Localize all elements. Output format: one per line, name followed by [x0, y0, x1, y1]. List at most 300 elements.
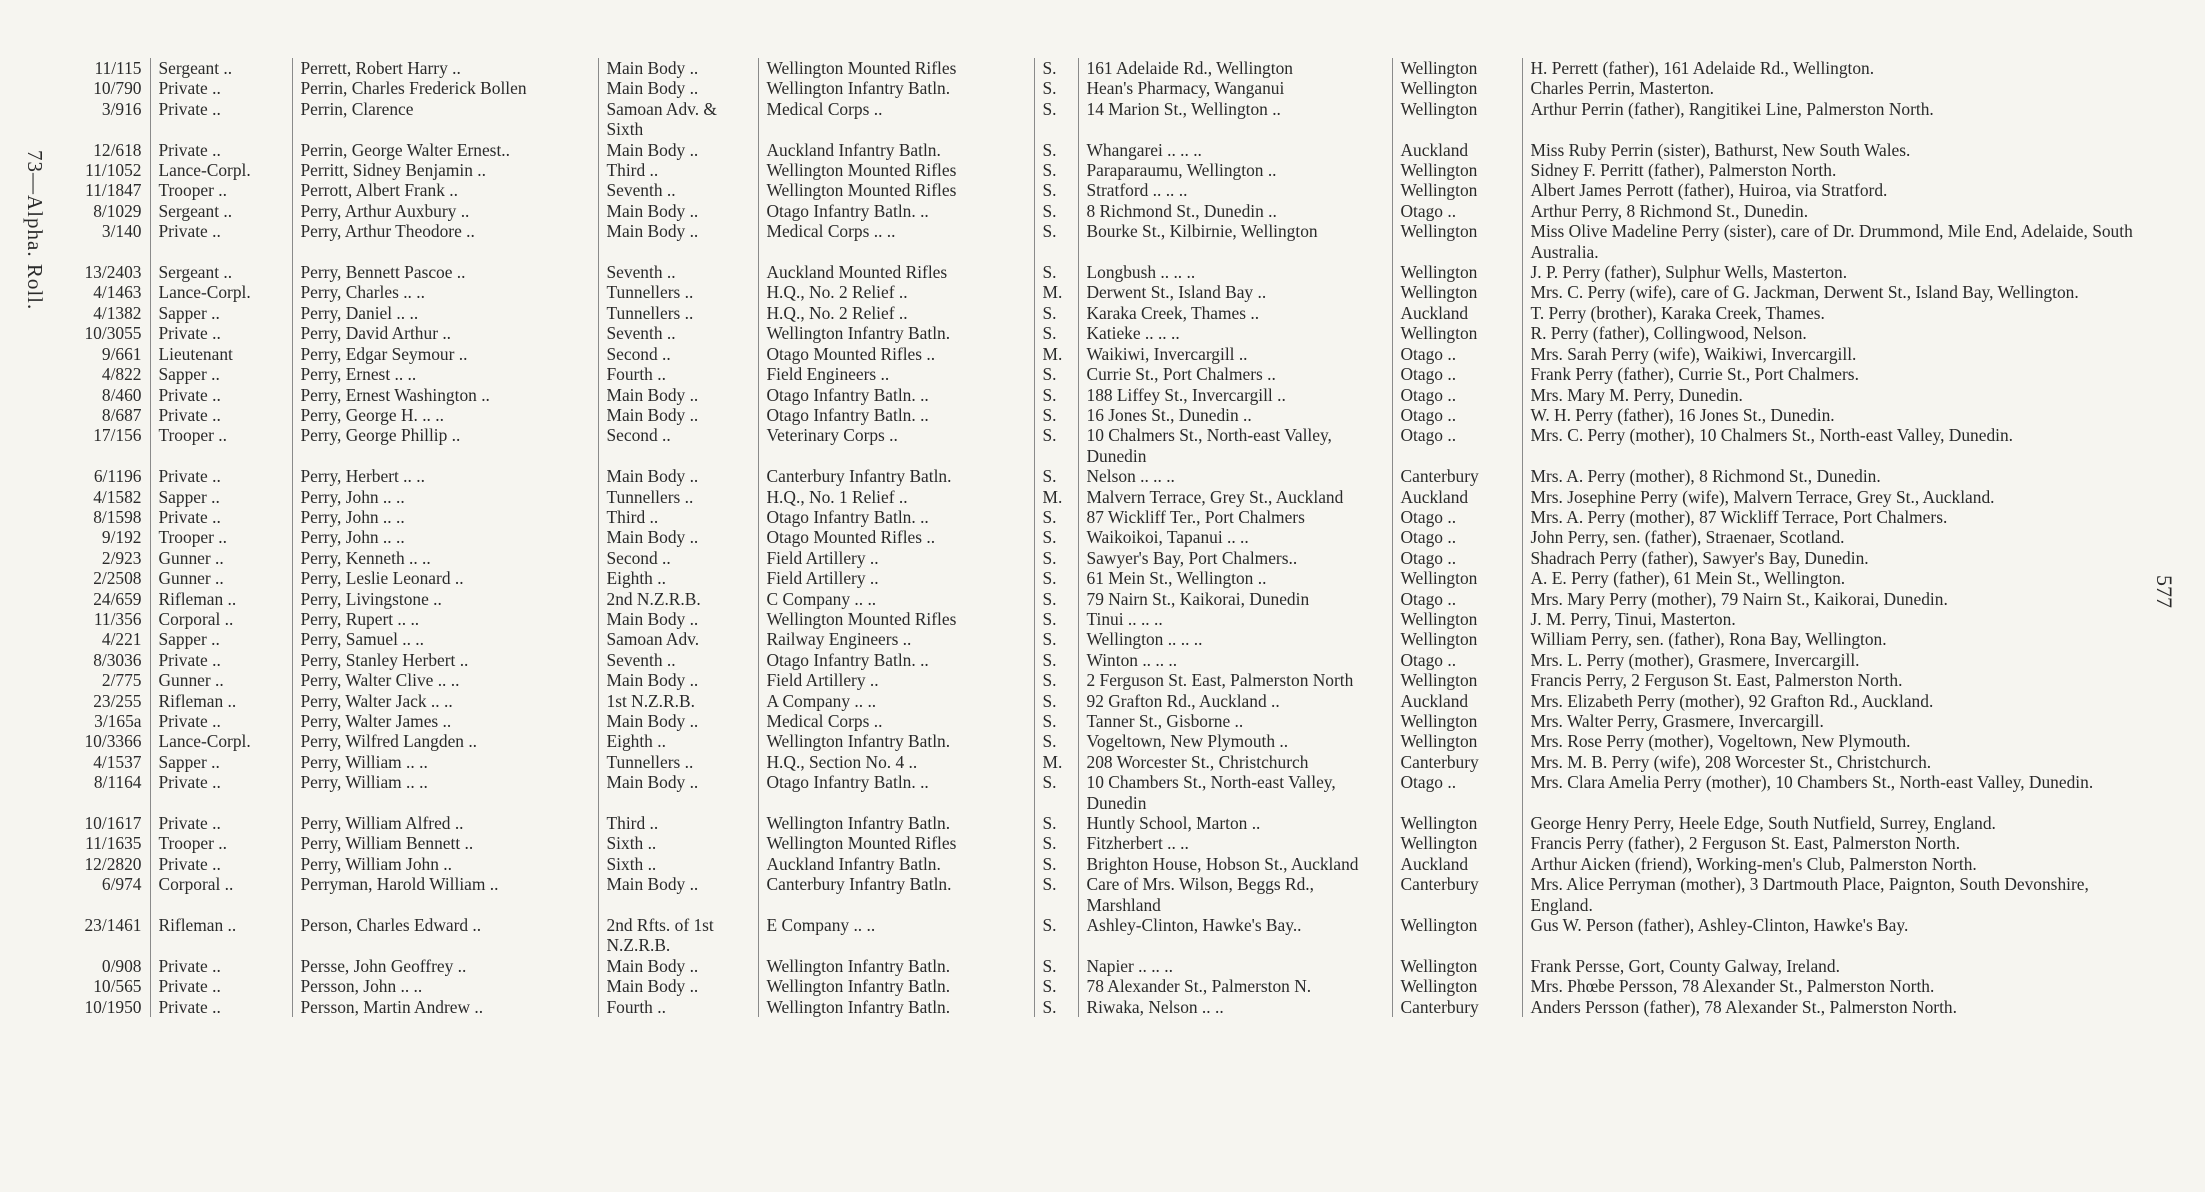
next-of-kin: Charles Perrin, Masterton.	[1522, 78, 2145, 98]
last-address: Whangarei .. .. ..	[1078, 140, 1392, 160]
table-row	[55, 99, 2145, 140]
table-row	[55, 691, 2145, 711]
regimental-number: 3/165a	[94, 711, 142, 731]
marital-status: S.	[1034, 772, 1078, 813]
unit: Field Artillery ..	[758, 568, 1034, 588]
draft: 2nd N.Z.R.B.	[598, 589, 758, 609]
soldier-name: Perry, Livingstone ..	[292, 589, 598, 609]
last-address: Malvern Terrace, Grey St., Auckland	[1078, 487, 1392, 507]
last-address: 10 Chambers St., North-east Valley, Dunedin	[1078, 772, 1392, 813]
draft: Main Body ..	[598, 976, 758, 996]
draft: Main Body ..	[598, 609, 758, 629]
regimental-number: 10/790	[93, 78, 142, 99]
unit: Medical Corps ..	[758, 711, 1034, 731]
last-address: Care of Mrs. Wilson, Beggs Rd., Marshland	[1078, 874, 1392, 915]
marital-status: S.	[1034, 201, 1078, 221]
next-of-kin: Mrs. A. Perry (mother), 87 Wickliff Terrace, Port Chalmers.	[1522, 507, 2145, 527]
marital-status: S.	[1034, 323, 1078, 343]
rank: Private ..	[150, 711, 292, 731]
rank: Gunner ..	[150, 670, 292, 690]
district: Wellington	[1392, 976, 1522, 996]
next-of-kin: Mrs. Walter Perry, Grasmere, Invercargill.	[1522, 711, 2145, 731]
draft: Fourth ..	[598, 364, 758, 384]
marital-status: S.	[1034, 221, 1078, 262]
table-row	[55, 711, 2145, 731]
regimental-number: 24/659	[93, 588, 142, 609]
next-of-kin: Mrs. C. Perry (mother), 10 Chalmers St., North-east Valley, Dunedin.	[1522, 425, 2145, 466]
last-address: 16 Jones St., Dunedin ..	[1078, 405, 1392, 425]
next-of-kin: Shadrach Perry (father), Sawyer's Bay, Dunedin.	[1522, 548, 2145, 568]
next-of-kin: Mrs. Phœbe Persson, 78 Alexander St., Palmerston North.	[1522, 976, 2145, 996]
draft: Seventh ..	[598, 180, 758, 200]
draft: Seventh ..	[598, 650, 758, 670]
last-address: Wellington .. .. ..	[1078, 629, 1392, 649]
table-row	[55, 650, 2145, 670]
district: Canterbury	[1392, 997, 1522, 1017]
table-row	[55, 323, 2145, 343]
marital-status: S.	[1034, 711, 1078, 731]
marital-status: S.	[1034, 78, 1078, 98]
side-label: 73—Alpha. Roll.	[23, 150, 47, 311]
next-of-kin: Mrs. Rose Perry (mother), Vogeltown, New Plymouth.	[1522, 731, 2145, 751]
regimental-number: 10/3055	[84, 323, 142, 344]
regimental-number: 23/255	[93, 690, 142, 711]
last-address: 10 Chalmers St., North-east Valley, Dunedin	[1078, 425, 1392, 466]
unit: E Company .. ..	[758, 915, 1034, 956]
unit: Canterbury Infantry Batln.	[758, 466, 1034, 486]
draft: Eighth ..	[598, 568, 758, 588]
rank: Private ..	[150, 385, 292, 405]
last-address: Tinui .. .. ..	[1078, 609, 1392, 629]
next-of-kin: J. P. Perry (father), Sulphur Wells, Masterton.	[1522, 262, 2145, 282]
roll-body	[55, 58, 2145, 1017]
table-row	[55, 609, 2145, 629]
table-row	[55, 180, 2145, 200]
marital-status: S.	[1034, 385, 1078, 405]
marital-status: M.	[1034, 487, 1078, 507]
soldier-name: Perry, Rupert .. ..	[292, 609, 598, 629]
district: Otago ..	[1392, 201, 1522, 221]
soldier-name: Persson, Martin Andrew ..	[292, 997, 598, 1017]
rank: Gunner ..	[150, 568, 292, 588]
soldier-name: Perrin, Clarence	[292, 99, 598, 140]
regimental-number: 4/1537	[93, 751, 142, 772]
soldier-name: Perry, John .. ..	[292, 527, 598, 547]
last-address: Katieke .. .. ..	[1078, 323, 1392, 343]
unit: H.Q., Section No. 4 ..	[758, 752, 1034, 772]
draft: Samoan Adv.	[598, 629, 758, 649]
table-row	[55, 221, 2145, 262]
marital-status: S.	[1034, 854, 1078, 874]
district: Otago ..	[1392, 548, 1522, 568]
draft: Main Body ..	[598, 527, 758, 547]
soldier-name: Perry, William .. ..	[292, 772, 598, 813]
last-address: Huntly School, Marton ..	[1078, 813, 1392, 833]
regimental-number: 10/1617	[84, 813, 142, 834]
last-address: Currie St., Port Chalmers ..	[1078, 364, 1392, 384]
last-address: Hean's Pharmacy, Wanganui	[1078, 78, 1392, 98]
regimental-number: 11/115	[94, 58, 142, 78]
marital-status: S.	[1034, 262, 1078, 282]
draft: Second ..	[598, 548, 758, 568]
next-of-kin: Albert James Perrott (father), Huiroa, via Stratford.	[1522, 180, 2145, 200]
draft: Third ..	[598, 813, 758, 833]
regimental-number: 3/140	[101, 221, 142, 242]
table-row	[55, 752, 2145, 772]
last-address: 8 Richmond St., Dunedin ..	[1078, 201, 1392, 221]
unit: Wellington Infantry Batln.	[758, 956, 1034, 976]
last-address: Longbush .. .. ..	[1078, 262, 1392, 282]
table-row	[55, 772, 2145, 813]
unit: Otago Infantry Batln. ..	[758, 405, 1034, 425]
next-of-kin: W. H. Perry (father), 16 Jones St., Dunedin.	[1522, 405, 2145, 425]
district: Wellington	[1392, 262, 1522, 282]
soldier-name: Perry, Arthur Theodore ..	[292, 221, 598, 262]
next-of-kin: George Henry Perry, Heele Edge, South Nutfield, Surrey, England.	[1522, 813, 2145, 833]
marital-status: S.	[1034, 466, 1078, 486]
unit: Medical Corps .. ..	[758, 221, 1034, 262]
table-row	[55, 731, 2145, 751]
rank: Corporal ..	[150, 609, 292, 629]
marital-status: S.	[1034, 160, 1078, 180]
rank: Rifleman ..	[150, 691, 292, 711]
draft: Main Body ..	[598, 78, 758, 98]
rank: Private ..	[150, 405, 292, 425]
table-row	[55, 874, 2145, 915]
district: Wellington	[1392, 711, 1522, 731]
soldier-name: Perrett, Robert Harry ..	[292, 58, 598, 78]
rank: Private ..	[150, 78, 292, 98]
next-of-kin: Francis Perry, 2 Ferguson St. East, Palmerston North.	[1522, 670, 2145, 690]
soldier-name: Perry, Daniel .. ..	[292, 303, 598, 323]
soldier-name: Perry, William John ..	[292, 854, 598, 874]
next-of-kin: Arthur Aicken (friend), Working-men's Club, Palmerston North.	[1522, 854, 2145, 874]
table-row	[55, 589, 2145, 609]
district: Otago ..	[1392, 425, 1522, 466]
marital-status: S.	[1034, 976, 1078, 996]
draft: Main Body ..	[598, 874, 758, 915]
table-row	[55, 78, 2145, 98]
soldier-name: Perry, David Arthur ..	[292, 323, 598, 343]
next-of-kin: Mrs. C. Perry (wife), care of G. Jackman, Derwent St., Island Bay, Wellington.	[1522, 282, 2145, 302]
soldier-name: Perry, Leslie Leonard ..	[292, 568, 598, 588]
marital-status: S.	[1034, 691, 1078, 711]
last-address: Ashley-Clinton, Hawke's Bay..	[1078, 915, 1392, 956]
table-row	[55, 364, 2145, 384]
regimental-number: 10/565	[93, 976, 142, 997]
regimental-number: 8/460	[101, 384, 142, 405]
regimental-number: 2/2508	[93, 568, 142, 589]
unit: Veterinary Corps ..	[758, 425, 1034, 466]
marital-status: S.	[1034, 303, 1078, 323]
regimental-number: 23/1461	[84, 915, 142, 936]
regimental-number: 11/1635	[85, 833, 142, 854]
soldier-name: Perry, Stanley Herbert ..	[292, 650, 598, 670]
district: Wellington	[1392, 160, 1522, 180]
marital-status: S.	[1034, 140, 1078, 160]
regimental-number: 6/974	[101, 874, 142, 895]
marital-status: S.	[1034, 629, 1078, 649]
marital-status: M.	[1034, 752, 1078, 772]
marital-status: S.	[1034, 589, 1078, 609]
draft: Second ..	[598, 344, 758, 364]
unit: Medical Corps ..	[758, 99, 1034, 140]
district: Otago ..	[1392, 364, 1522, 384]
draft: Tunnellers ..	[598, 487, 758, 507]
rank: Corporal ..	[150, 874, 292, 915]
table-row	[55, 507, 2145, 527]
regimental-number: 10/1950	[84, 996, 142, 1017]
draft: Main Body ..	[598, 405, 758, 425]
regimental-number: 17/156	[93, 425, 142, 446]
rank: Sapper ..	[150, 629, 292, 649]
next-of-kin: A. E. Perry (father), 61 Mein St., Wellington.	[1522, 568, 2145, 588]
last-address: 92 Grafton Rd., Auckland ..	[1078, 691, 1392, 711]
rank: Sergeant ..	[150, 201, 292, 221]
table-row	[55, 548, 2145, 568]
district: Wellington	[1392, 282, 1522, 302]
rank: Private ..	[150, 507, 292, 527]
marital-status: S.	[1034, 915, 1078, 956]
last-address: Winton .. .. ..	[1078, 650, 1392, 670]
next-of-kin: Mrs. Clara Amelia Perry (mother), 10 Chambers St., North-east Valley, Dunedin.	[1522, 772, 2145, 813]
district: Wellington	[1392, 99, 1522, 140]
unit: H.Q., No. 2 Relief ..	[758, 282, 1034, 302]
unit: Otago Infantry Batln. ..	[758, 772, 1034, 813]
soldier-name: Perry, William .. ..	[292, 752, 598, 772]
last-address: Paraparaumu, Wellington ..	[1078, 160, 1392, 180]
rank: Trooper ..	[150, 527, 292, 547]
last-address: Napier .. .. ..	[1078, 956, 1392, 976]
last-address: 188 Liffey St., Invercargill ..	[1078, 385, 1392, 405]
district: Otago ..	[1392, 650, 1522, 670]
district: Otago ..	[1392, 507, 1522, 527]
district: Wellington	[1392, 609, 1522, 629]
unit: Field Artillery ..	[758, 670, 1034, 690]
next-of-kin: Mrs. L. Perry (mother), Grasmere, Invercargill.	[1522, 650, 2145, 670]
marital-status: S.	[1034, 180, 1078, 200]
next-of-kin: Miss Olive Madeline Perry (sister), care of Dr. Drummond, Mile End, Adelaide, South Australia.	[1522, 221, 2145, 262]
unit: Auckland Infantry Batln.	[758, 854, 1034, 874]
regimental-number: 2/775	[101, 670, 142, 691]
regimental-number: 0/908	[101, 955, 142, 976]
draft: Main Body ..	[598, 772, 758, 813]
soldier-name: Perry, Bennett Pascoe ..	[292, 262, 598, 282]
unit: Auckland Mounted Rifles	[758, 262, 1034, 282]
marital-status: M.	[1034, 282, 1078, 302]
draft: Sixth ..	[598, 833, 758, 853]
draft: Main Body ..	[598, 956, 758, 976]
rank: Sapper ..	[150, 364, 292, 384]
district: Wellington	[1392, 323, 1522, 343]
regimental-number: 12/618	[93, 139, 142, 160]
soldier-name: Persse, John Geoffrey ..	[292, 956, 598, 976]
district: Auckland	[1392, 487, 1522, 507]
marital-status: S.	[1034, 833, 1078, 853]
district: Wellington	[1392, 915, 1522, 956]
district: Canterbury	[1392, 466, 1522, 486]
regimental-number: 8/1164	[93, 772, 142, 793]
regimental-number: 3/916	[101, 98, 142, 119]
next-of-kin: Gus W. Person (father), Ashley-Clinton, Hawke's Bay.	[1522, 915, 2145, 956]
district: Wellington	[1392, 78, 1522, 98]
last-address: Karaka Creek, Thames ..	[1078, 303, 1392, 323]
rank: Sapper ..	[150, 487, 292, 507]
marital-status: S.	[1034, 731, 1078, 751]
soldier-name: Perry, John .. ..	[292, 507, 598, 527]
unit: C Company .. ..	[758, 589, 1034, 609]
draft: Main Body ..	[598, 221, 758, 262]
draft: Tunnellers ..	[598, 303, 758, 323]
table-row	[55, 527, 2145, 547]
soldier-name: Perrott, Albert Frank ..	[292, 180, 598, 200]
unit: Wellington Mounted Rifles	[758, 160, 1034, 180]
last-address: Bourke St., Kilbirnie, Wellington	[1078, 221, 1392, 262]
soldier-name: Perry, Walter James ..	[292, 711, 598, 731]
unit: H.Q., No. 2 Relief ..	[758, 303, 1034, 323]
soldier-name: Perry, William Bennett ..	[292, 833, 598, 853]
rank: Sergeant ..	[150, 262, 292, 282]
next-of-kin: Mrs. Elizabeth Perry (mother), 92 Grafton Rd., Auckland.	[1522, 691, 2145, 711]
draft: 1st N.Z.R.B.	[598, 691, 758, 711]
unit: Wellington Infantry Batln.	[758, 78, 1034, 98]
next-of-kin: Mrs. Josephine Perry (wife), Malvern Terrace, Grey St., Auckland.	[1522, 487, 2145, 507]
rank: Lance-Corpl.	[150, 731, 292, 751]
next-of-kin: Mrs. Alice Perryman (mother), 3 Dartmouth Place, Paignton, South Devonshire, England.	[1522, 874, 2145, 915]
marital-status: S.	[1034, 956, 1078, 976]
table-row	[55, 58, 2145, 78]
last-address: Brighton House, Hobson St., Auckland	[1078, 854, 1392, 874]
district: Wellington	[1392, 221, 1522, 262]
regimental-number: 4/1463	[93, 282, 142, 303]
marital-status: S.	[1034, 813, 1078, 833]
soldier-name: Perry, Ernest .. ..	[292, 364, 598, 384]
next-of-kin: William Perry, sen. (father), Rona Bay, Wellington.	[1522, 629, 2145, 649]
last-address: Nelson .. .. ..	[1078, 466, 1392, 486]
unit: Wellington Infantry Batln.	[758, 976, 1034, 996]
table-row	[55, 813, 2145, 833]
last-address: Waikoikoi, Tapanui .. ..	[1078, 527, 1392, 547]
table-row	[55, 487, 2145, 507]
soldier-name: Perry, Wilfred Langden ..	[292, 731, 598, 751]
next-of-kin: T. Perry (brother), Karaka Creek, Thames.	[1522, 303, 2145, 323]
soldier-name: Perry, Walter Jack .. ..	[292, 691, 598, 711]
rank: Lance-Corpl.	[150, 160, 292, 180]
soldier-name: Perrin, Charles Frederick Bollen	[292, 78, 598, 98]
marital-status: S.	[1034, 425, 1078, 466]
table-row	[55, 854, 2145, 874]
next-of-kin: Anders Persson (father), 78 Alexander St., Palmerston North.	[1522, 997, 2145, 1017]
rank: Private ..	[150, 976, 292, 996]
rank: Trooper ..	[150, 180, 292, 200]
district: Wellington	[1392, 813, 1522, 833]
regimental-number: 4/822	[101, 364, 142, 385]
last-address: 2 Ferguson St. East, Palmerston North	[1078, 670, 1392, 690]
district: Otago ..	[1392, 344, 1522, 364]
last-address: Tanner St., Gisborne ..	[1078, 711, 1392, 731]
page-number: 577	[2152, 575, 2177, 608]
unit: Wellington Mounted Rifles	[758, 180, 1034, 200]
draft: Sixth ..	[598, 854, 758, 874]
district: Wellington	[1392, 180, 1522, 200]
unit: Wellington Infantry Batln.	[758, 323, 1034, 343]
unit: H.Q., No. 1 Relief ..	[758, 487, 1034, 507]
table-row	[55, 160, 2145, 180]
last-address: Vogeltown, New Plymouth ..	[1078, 731, 1392, 751]
district: Otago ..	[1392, 527, 1522, 547]
draft: Main Body ..	[598, 201, 758, 221]
district: Wellington	[1392, 629, 1522, 649]
district: Wellington	[1392, 956, 1522, 976]
soldier-name: Perry, Edgar Seymour ..	[292, 344, 598, 364]
table-row	[55, 956, 2145, 976]
regimental-number: 8/687	[101, 404, 142, 425]
rank: Private ..	[150, 650, 292, 670]
next-of-kin: H. Perrett (father), 161 Adelaide Rd., Wellington.	[1522, 58, 2145, 78]
next-of-kin: Arthur Perrin (father), Rangitikei Line, Palmerston North.	[1522, 99, 2145, 140]
next-of-kin: Frank Persse, Gort, County Galway, Ireland.	[1522, 956, 2145, 976]
last-address: Derwent St., Island Bay ..	[1078, 282, 1392, 302]
soldier-name: Perry, Walter Clive .. ..	[292, 670, 598, 690]
regimental-number: 11/356	[93, 608, 142, 629]
rank: Gunner ..	[150, 548, 292, 568]
rank: Private ..	[150, 99, 292, 140]
rank: Rifleman ..	[150, 915, 292, 956]
next-of-kin: Miss Ruby Perrin (sister), Bathurst, New South Wales.	[1522, 140, 2145, 160]
soldier-name: Person, Charles Edward ..	[292, 915, 598, 956]
unit: Wellington Infantry Batln.	[758, 997, 1034, 1017]
last-address: 87 Wickliff Ter., Port Chalmers	[1078, 507, 1392, 527]
district: Wellington	[1392, 670, 1522, 690]
table-row	[55, 997, 2145, 1017]
next-of-kin: Mrs. Mary M. Perry, Dunedin.	[1522, 385, 2145, 405]
last-address: 14 Marion St., Wellington ..	[1078, 99, 1392, 140]
rank: Private ..	[150, 221, 292, 262]
marital-status: S.	[1034, 650, 1078, 670]
unit: Field Artillery ..	[758, 548, 1034, 568]
soldier-name: Perry, Charles .. ..	[292, 282, 598, 302]
rank: Lieutenant	[150, 344, 292, 364]
unit: Wellington Mounted Rifles	[758, 833, 1034, 853]
draft: Main Body ..	[598, 711, 758, 731]
unit: Wellington Mounted Rifles	[758, 609, 1034, 629]
regimental-number: 10/3366	[84, 731, 142, 752]
table-row	[55, 915, 2145, 956]
rank: Private ..	[150, 772, 292, 813]
rank: Private ..	[150, 466, 292, 486]
regimental-number: 11/1052	[85, 160, 142, 181]
draft: Seventh ..	[598, 323, 758, 343]
last-address: 161 Adelaide Rd., Wellington	[1078, 58, 1392, 78]
next-of-kin: Mrs. Mary Perry (mother), 79 Nairn St., Kaikorai, Dunedin.	[1522, 589, 2145, 609]
marital-status: S.	[1034, 527, 1078, 547]
regimental-number: 11/1847	[85, 180, 142, 201]
soldier-name: Perry, Kenneth .. ..	[292, 548, 598, 568]
next-of-kin: Frank Perry (father), Currie St., Port Chalmers.	[1522, 364, 2145, 384]
unit: Canterbury Infantry Batln.	[758, 874, 1034, 915]
regimental-number: 4/221	[101, 629, 142, 650]
nominal-roll-table	[55, 58, 2145, 1017]
next-of-kin: R. Perry (father), Collingwood, Nelson.	[1522, 323, 2145, 343]
marital-status: S.	[1034, 99, 1078, 140]
district: Otago ..	[1392, 385, 1522, 405]
rank: Trooper ..	[150, 833, 292, 853]
last-address: Fitzherbert .. ..	[1078, 833, 1392, 853]
last-address: Riwaka, Nelson .. ..	[1078, 997, 1392, 1017]
last-address: Sawyer's Bay, Port Chalmers..	[1078, 548, 1392, 568]
district: Otago ..	[1392, 405, 1522, 425]
table-row	[55, 201, 2145, 221]
